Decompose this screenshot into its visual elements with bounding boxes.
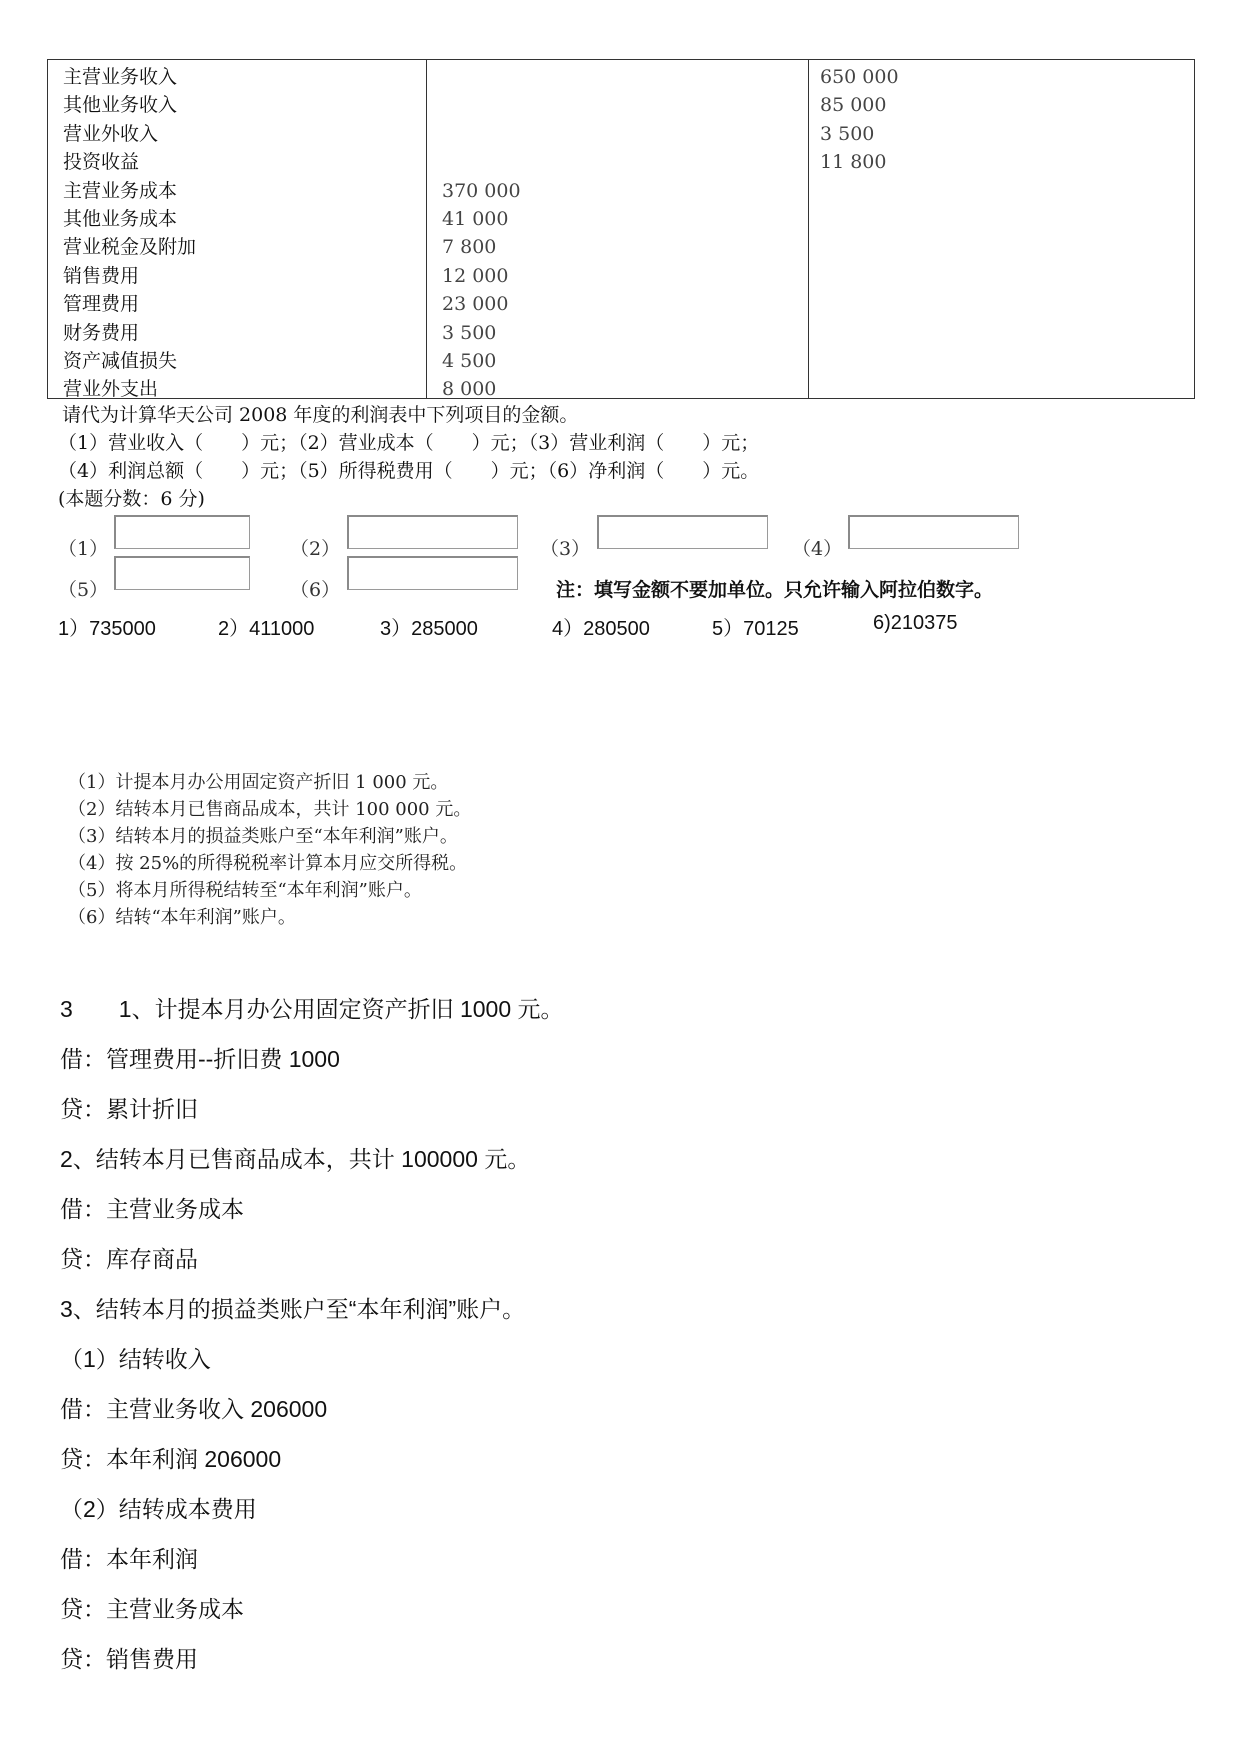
input-label-2: （2） [290, 538, 341, 560]
journal-line: 借：本年利润 [60, 1546, 198, 1572]
credit-amount: 11 800 [820, 151, 887, 174]
input-label-4: （4） [792, 538, 843, 560]
account-balance-table [47, 59, 1195, 399]
task-item: （5）将本月所得税结转至“本年利润”账户。 [68, 880, 422, 901]
answer-input-4[interactable] [848, 515, 1019, 549]
journal-line: 贷：本年利润 206000 [60, 1446, 282, 1472]
input-label-5: （5） [58, 579, 109, 601]
credit-amount [820, 262, 1194, 290]
task-item: （1）计提本月办公用固定资产折旧 1 000 元。 [68, 772, 449, 793]
task-item: （4）按 25%的所得税税率计算本月应交所得税。 [68, 853, 468, 874]
question-score: (本题分数：6 分) [58, 488, 205, 510]
account-name: 资产减值损失 [63, 349, 178, 372]
journal-line: 借：主营业务收入 206000 [60, 1396, 328, 1422]
journal-line: 贷：销售费用 [60, 1646, 198, 1672]
debit-amount: 7 800 [442, 236, 497, 259]
account-name: 营业外支出 [63, 378, 159, 401]
debit-amount: 4 500 [442, 349, 497, 372]
account-name: 管理费用 [63, 293, 140, 316]
credit-amount [820, 290, 1194, 318]
journal-line: 3 1、计提本月办公用固定资产折旧 1000 元。 [60, 996, 564, 1022]
journal-line: （2）结转成本费用 [60, 1496, 257, 1522]
journal-line: 2、结转本月已售商品成本，共计 100000 元。 [60, 1146, 531, 1172]
debit-amount: 41 000 [442, 207, 509, 230]
journal-line: （1）结转收入 [60, 1346, 211, 1372]
credit-amount: 3 500 [820, 122, 875, 145]
answer-input-5[interactable] [114, 556, 250, 590]
task-item: （3）结转本月的损益类账户至“本年利润”账户。 [68, 826, 458, 847]
account-name: 其他业务收入 [63, 94, 178, 117]
debit-amount: 370 000 [442, 179, 521, 202]
answer-4: 4）280500 [552, 618, 650, 640]
account-name: 投资收益 [63, 151, 140, 174]
input-label-3: （3） [540, 538, 591, 560]
journal-line: 贷：累计折旧 [60, 1096, 198, 1122]
debit-amount: 23 000 [442, 293, 509, 316]
answer-input-1[interactable] [114, 515, 250, 549]
debit-amount [442, 148, 808, 176]
answer-1: 1）735000 [58, 618, 156, 640]
input-note: 注：填写金额不要加单位。只允许输入阿拉伯数字。 [556, 579, 994, 601]
question-items-1: （1）营业收入（ ）元；（2）营业成本（ ）元；（3）营业利润（ ）元； [58, 432, 760, 454]
account-name: 其他业务成本 [63, 207, 178, 230]
credit-amount [820, 347, 1194, 375]
credit-amount [820, 177, 1194, 205]
journal-line: 借：管理费用--折旧费 1000 [60, 1046, 340, 1072]
answer-input-3[interactable] [597, 515, 768, 549]
question-items-2: （4）利润总额（ ）元；（5）所得税费用（ ）元；（6）净利润（ ）元。 [58, 460, 760, 482]
debit-amount: 12 000 [442, 264, 509, 287]
task-item: （2）结转本月已售商品成本，共计 100 000 元。 [68, 799, 472, 820]
debit-column [426, 60, 808, 401]
account-name-column [48, 60, 426, 401]
credit-amount: 650 000 [820, 66, 899, 88]
account-name: 销售费用 [63, 264, 140, 287]
account-name: 财务费用 [63, 321, 140, 344]
credit-column [808, 60, 1194, 398]
journal-line: 借：主营业务成本 [60, 1196, 244, 1222]
answer-input-6[interactable] [347, 556, 518, 590]
answer-input-2[interactable] [347, 515, 518, 549]
debit-amount [442, 120, 808, 148]
input-label-6: （6） [290, 579, 341, 601]
question-intro: 请代为计算华天公司 2008 年度的利润表中下列项目的金额。 [62, 404, 579, 426]
credit-amount: 85 000 [820, 94, 887, 117]
debit-amount: 8 000 [442, 378, 497, 401]
input-label-1: （1） [58, 538, 109, 560]
account-name: 主营业务收入 [63, 66, 178, 88]
journal-line: 贷：库存商品 [60, 1246, 198, 1272]
journal-line: 贷：主营业务成本 [60, 1596, 244, 1622]
account-name: 主营业务成本 [63, 179, 178, 202]
debit-amount [442, 91, 808, 119]
answer-6: 6)210375 [873, 612, 958, 634]
credit-amount [820, 319, 1194, 347]
account-name: 营业税金及附加 [63, 236, 197, 259]
credit-amount [820, 233, 1194, 261]
credit-amount [820, 375, 1194, 403]
debit-amount [442, 63, 808, 91]
answer-2: 2）411000 [218, 618, 315, 640]
account-name: 营业外收入 [63, 122, 159, 145]
journal-line: 3、结转本月的损益类账户至“本年利润”账户。 [60, 1296, 526, 1322]
task-item: （6）结转“本年利润”账户。 [68, 907, 296, 928]
credit-amount [820, 205, 1194, 233]
answer-5: 5）70125 [712, 618, 799, 640]
debit-amount: 3 500 [442, 321, 497, 344]
answer-3: 3）285000 [380, 618, 478, 640]
